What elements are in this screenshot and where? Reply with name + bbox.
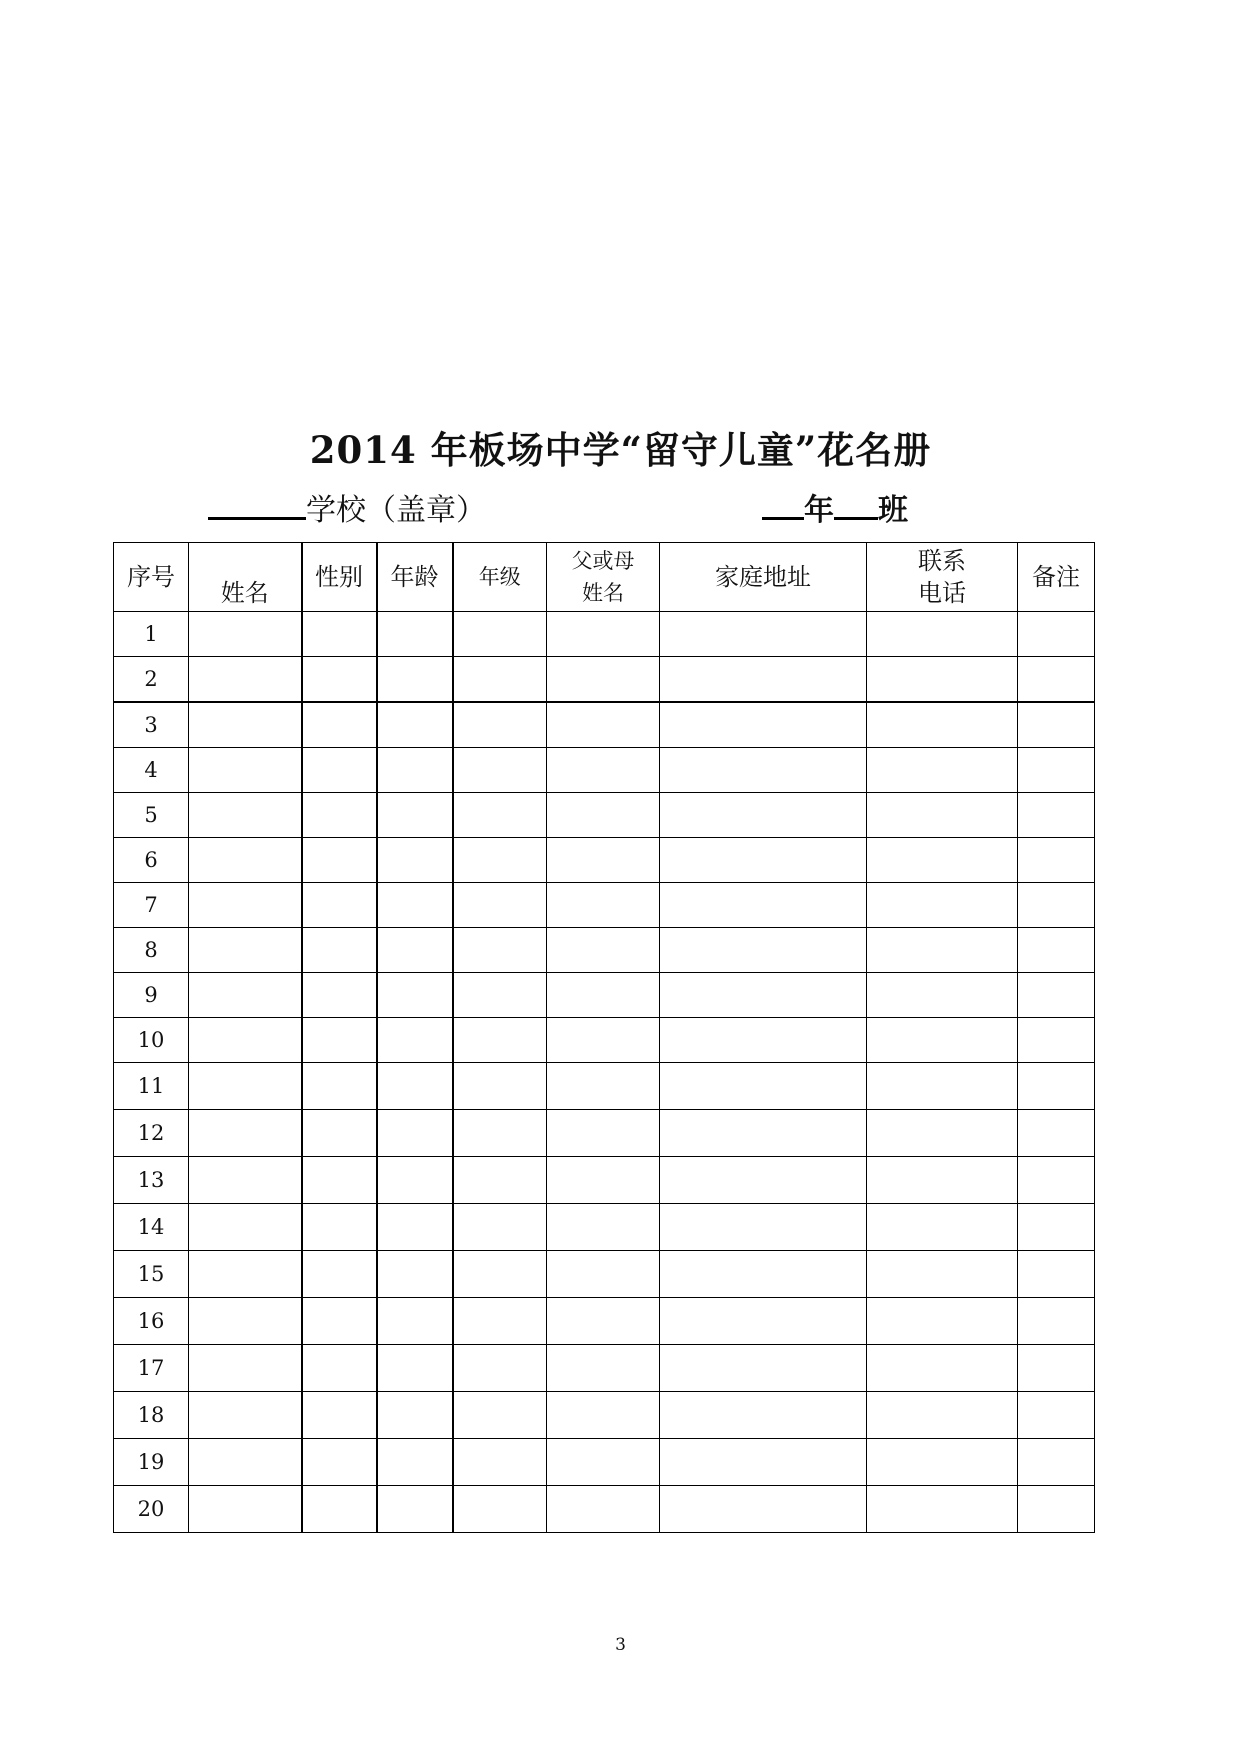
cell-address[interactable] <box>660 1110 867 1157</box>
row-seq: 19 <box>114 1439 189 1486</box>
cell-gender[interactable] <box>302 1157 377 1204</box>
header-row <box>114 543 1095 612</box>
cell-gender[interactable] <box>302 1486 377 1533</box>
cell-remarks[interactable] <box>1018 1157 1095 1204</box>
roster-table <box>113 542 1095 1533</box>
cell-phone[interactable] <box>867 1157 1018 1204</box>
cell-remarks[interactable] <box>1018 883 1095 928</box>
cell-parent-name[interactable] <box>547 657 660 703</box>
table-row <box>114 793 1095 838</box>
cell-name[interactable] <box>189 1345 302 1392</box>
cell-gender[interactable] <box>302 883 377 928</box>
cell-parent-name[interactable] <box>547 1345 660 1392</box>
cell-phone[interactable] <box>867 1251 1018 1298</box>
cell-gender[interactable] <box>302 702 377 748</box>
table-row <box>114 612 1095 657</box>
cell-phone[interactable] <box>867 1063 1018 1110</box>
cell-grade[interactable] <box>453 1018 547 1063</box>
cell-age[interactable] <box>377 748 453 793</box>
table-row <box>114 1063 1095 1110</box>
cell-address[interactable] <box>660 838 867 883</box>
cell-remarks[interactable] <box>1018 1018 1095 1063</box>
row-seq: 6 <box>114 838 189 883</box>
class-label: 班 <box>878 493 908 528</box>
table-row <box>114 657 1095 703</box>
cell-age[interactable] <box>377 1345 453 1392</box>
cell-age[interactable] <box>377 883 453 928</box>
table-row <box>114 1439 1095 1486</box>
cell-address[interactable] <box>660 702 867 748</box>
cell-parent-name[interactable] <box>547 883 660 928</box>
cell-parent-name[interactable] <box>547 702 660 748</box>
table-row <box>114 748 1095 793</box>
cell-age[interactable] <box>377 612 453 657</box>
cell-remarks[interactable] <box>1018 1110 1095 1157</box>
cell-address[interactable] <box>660 1298 867 1345</box>
cell-phone[interactable] <box>867 1345 1018 1392</box>
cell-age[interactable] <box>377 1110 453 1157</box>
cell-phone[interactable] <box>867 1110 1018 1157</box>
cell-age[interactable] <box>377 838 453 883</box>
cell-age[interactable] <box>377 702 453 748</box>
row-seq: 1 <box>114 612 189 657</box>
cell-grade[interactable] <box>453 1251 547 1298</box>
cell-name[interactable] <box>189 1110 302 1157</box>
header-seq: 序号 <box>114 543 189 612</box>
cell-remarks[interactable] <box>1018 928 1095 973</box>
cell-gender[interactable] <box>302 1251 377 1298</box>
cell-address[interactable] <box>660 793 867 838</box>
cell-grade[interactable] <box>453 973 547 1018</box>
cell-grade[interactable] <box>453 1110 547 1157</box>
cell-remarks[interactable] <box>1018 748 1095 793</box>
cell-address[interactable] <box>660 1204 867 1251</box>
cell-phone[interactable] <box>867 1018 1018 1063</box>
cell-age[interactable] <box>377 1392 453 1439</box>
cell-gender[interactable] <box>302 1392 377 1439</box>
cell-parent-name[interactable] <box>547 793 660 838</box>
cell-gender[interactable] <box>302 748 377 793</box>
roster-body <box>114 612 1095 1533</box>
cell-gender[interactable] <box>302 1110 377 1157</box>
cell-address[interactable] <box>660 883 867 928</box>
cell-name[interactable] <box>189 612 302 657</box>
class-blank[interactable] <box>834 487 878 520</box>
cell-phone[interactable] <box>867 702 1018 748</box>
cell-parent-name[interactable] <box>547 1063 660 1110</box>
cell-gender[interactable] <box>302 1204 377 1251</box>
cell-grade[interactable] <box>453 1439 547 1486</box>
cell-parent-name[interactable] <box>547 1439 660 1486</box>
cell-name[interactable] <box>189 1439 302 1486</box>
table-row <box>114 702 1095 748</box>
cell-remarks[interactable] <box>1018 1392 1095 1439</box>
school-label: 学校（盖章） <box>306 493 486 528</box>
table-row <box>114 1110 1095 1157</box>
cell-remarks[interactable] <box>1018 793 1095 838</box>
cell-remarks[interactable] <box>1018 1251 1095 1298</box>
cell-gender[interactable] <box>302 838 377 883</box>
cell-gender[interactable] <box>302 657 377 703</box>
cell-gender[interactable] <box>302 1063 377 1110</box>
cell-gender[interactable] <box>302 612 377 657</box>
cell-name[interactable] <box>189 1018 302 1063</box>
cell-age[interactable] <box>377 928 453 973</box>
cell-parent-name[interactable] <box>547 1298 660 1345</box>
header-grade: 年级 <box>453 543 547 612</box>
cell-remarks[interactable] <box>1018 973 1095 1018</box>
header-parent-name-line1: 父或母 <box>571 549 635 573</box>
cell-address[interactable] <box>660 1063 867 1110</box>
school-blank[interactable] <box>208 487 306 520</box>
cell-grade[interactable] <box>453 793 547 838</box>
cell-address[interactable] <box>660 928 867 973</box>
cell-name[interactable] <box>189 657 302 703</box>
cell-name[interactable] <box>189 973 302 1018</box>
row-seq: 4 <box>114 748 189 793</box>
cell-remarks[interactable] <box>1018 838 1095 883</box>
cell-name[interactable] <box>189 702 302 748</box>
cell-parent-name[interactable] <box>547 1018 660 1063</box>
cell-address[interactable] <box>660 1251 867 1298</box>
cell-address[interactable] <box>660 657 867 703</box>
table-row <box>114 1486 1095 1533</box>
header-phone-line2: 电话 <box>918 579 966 607</box>
row-seq: 3 <box>114 702 189 748</box>
row-seq: 11 <box>114 1063 189 1110</box>
header-phone-line1: 联系 <box>918 547 966 575</box>
table-row <box>114 1298 1095 1345</box>
cell-grade[interactable] <box>453 838 547 883</box>
cell-name[interactable] <box>189 793 302 838</box>
cell-address[interactable] <box>660 1345 867 1392</box>
header-address: 家庭地址 <box>660 543 867 612</box>
year-blank[interactable] <box>762 487 804 520</box>
cell-name[interactable] <box>189 1392 302 1439</box>
class-line <box>762 487 908 531</box>
cell-parent-name[interactable] <box>547 748 660 793</box>
cell-address[interactable] <box>660 748 867 793</box>
row-seq: 18 <box>114 1392 189 1439</box>
cell-phone[interactable] <box>867 883 1018 928</box>
row-seq: 2 <box>114 657 189 703</box>
cell-remarks[interactable] <box>1018 1439 1095 1486</box>
header-age: 年龄 <box>377 543 453 612</box>
cell-name[interactable] <box>189 883 302 928</box>
row-seq: 10 <box>114 1018 189 1063</box>
cell-address[interactable] <box>660 1392 867 1439</box>
cell-name[interactable] <box>189 748 302 793</box>
cell-parent-name[interactable] <box>547 838 660 883</box>
cell-name[interactable] <box>189 1251 302 1298</box>
cell-phone[interactable] <box>867 657 1018 703</box>
header-remarks: 备注 <box>1018 543 1095 612</box>
row-seq: 17 <box>114 1345 189 1392</box>
cell-remarks[interactable] <box>1018 702 1095 748</box>
table-row <box>114 928 1095 973</box>
table-row <box>114 1204 1095 1251</box>
cell-parent-name[interactable] <box>547 1110 660 1157</box>
cell-gender[interactable] <box>302 1345 377 1392</box>
cell-parent-name[interactable] <box>547 1486 660 1533</box>
cell-name[interactable] <box>189 1486 302 1533</box>
cell-name[interactable] <box>189 1298 302 1345</box>
cell-parent-name[interactable] <box>547 1251 660 1298</box>
cell-gender[interactable] <box>302 1018 377 1063</box>
row-seq: 5 <box>114 793 189 838</box>
table-row <box>114 1251 1095 1298</box>
header-parent-name <box>547 543 660 612</box>
cell-gender[interactable] <box>302 1298 377 1345</box>
row-seq: 12 <box>114 1110 189 1157</box>
school-line <box>208 487 486 531</box>
table-row <box>114 883 1095 928</box>
cell-grade[interactable] <box>453 883 547 928</box>
cell-age[interactable] <box>377 1204 453 1251</box>
cell-phone[interactable] <box>867 973 1018 1018</box>
cell-grade[interactable] <box>453 657 547 703</box>
cell-parent-name[interactable] <box>547 1157 660 1204</box>
cell-phone[interactable] <box>867 1298 1018 1345</box>
table-row <box>114 1345 1095 1392</box>
row-seq: 13 <box>114 1157 189 1204</box>
cell-parent-name[interactable] <box>547 928 660 973</box>
cell-age[interactable] <box>377 1251 453 1298</box>
cell-age[interactable] <box>377 1063 453 1110</box>
cell-grade[interactable] <box>453 748 547 793</box>
cell-gender[interactable] <box>302 928 377 973</box>
cell-address[interactable] <box>660 1486 867 1533</box>
cell-parent-name[interactable] <box>547 1392 660 1439</box>
row-seq: 8 <box>114 928 189 973</box>
row-seq: 16 <box>114 1298 189 1345</box>
cell-grade[interactable] <box>453 928 547 973</box>
cell-age[interactable] <box>377 793 453 838</box>
cell-name[interactable] <box>189 838 302 883</box>
cell-grade[interactable] <box>453 1298 547 1345</box>
cell-grade[interactable] <box>453 1063 547 1110</box>
cell-phone[interactable] <box>867 1392 1018 1439</box>
cell-grade[interactable] <box>453 1157 547 1204</box>
cell-age[interactable] <box>377 1157 453 1204</box>
table-row <box>114 1018 1095 1063</box>
cell-remarks[interactable] <box>1018 1063 1095 1110</box>
cell-gender[interactable] <box>302 973 377 1018</box>
cell-age[interactable] <box>377 973 453 1018</box>
document-title: 2014 年板场中学“留守儿童”花名册 <box>309 428 932 472</box>
cell-grade[interactable] <box>453 702 547 748</box>
cell-parent-name[interactable] <box>547 1204 660 1251</box>
cell-grade[interactable] <box>453 1204 547 1251</box>
header-name: 姓名 <box>189 543 302 612</box>
table-row <box>114 1392 1095 1439</box>
header-phone <box>867 543 1018 612</box>
cell-age[interactable] <box>377 1439 453 1486</box>
cell-address[interactable] <box>660 1439 867 1486</box>
cell-age[interactable] <box>377 1018 453 1063</box>
cell-phone[interactable] <box>867 1439 1018 1486</box>
table-row <box>114 838 1095 883</box>
cell-remarks[interactable] <box>1018 612 1095 657</box>
cell-address[interactable] <box>660 612 867 657</box>
cell-phone[interactable] <box>867 793 1018 838</box>
cell-address[interactable] <box>660 1157 867 1204</box>
cell-age[interactable] <box>377 657 453 703</box>
cell-remarks[interactable] <box>1018 1204 1095 1251</box>
cell-phone[interactable] <box>867 1486 1018 1533</box>
cell-grade[interactable] <box>453 1486 547 1533</box>
cell-phone[interactable] <box>867 612 1018 657</box>
row-seq: 9 <box>114 973 189 1018</box>
header-parent-name-line2: 姓名 <box>582 581 624 605</box>
header-gender: 性别 <box>302 543 377 612</box>
cell-grade[interactable] <box>453 612 547 657</box>
cell-gender[interactable] <box>302 1439 377 1486</box>
cell-remarks[interactable] <box>1018 1298 1095 1345</box>
year-label: 年 <box>804 493 834 528</box>
cell-name[interactable] <box>189 1157 302 1204</box>
cell-age[interactable] <box>377 1298 453 1345</box>
cell-grade[interactable] <box>453 1345 547 1392</box>
cell-phone[interactable] <box>867 838 1018 883</box>
row-seq: 7 <box>114 883 189 928</box>
table-row <box>114 1157 1095 1204</box>
cell-parent-name[interactable] <box>547 612 660 657</box>
cell-address[interactable] <box>660 973 867 1018</box>
cell-name[interactable] <box>189 1204 302 1251</box>
cell-name[interactable] <box>189 1063 302 1110</box>
table-row <box>114 973 1095 1018</box>
cell-address[interactable] <box>660 1018 867 1063</box>
cell-gender[interactable] <box>302 793 377 838</box>
row-seq: 14 <box>114 1204 189 1251</box>
cell-phone[interactable] <box>867 748 1018 793</box>
cell-remarks[interactable] <box>1018 657 1095 703</box>
cell-grade[interactable] <box>453 1392 547 1439</box>
cell-remarks[interactable] <box>1018 1345 1095 1392</box>
row-seq: 15 <box>114 1251 189 1298</box>
row-seq: 20 <box>114 1486 189 1533</box>
cell-remarks[interactable] <box>1018 1486 1095 1533</box>
cell-age[interactable] <box>377 1486 453 1533</box>
cell-parent-name[interactable] <box>547 973 660 1018</box>
page-number: 3 <box>615 1635 626 1655</box>
cell-phone[interactable] <box>867 928 1018 973</box>
cell-name[interactable] <box>189 928 302 973</box>
cell-phone[interactable] <box>867 1204 1018 1251</box>
